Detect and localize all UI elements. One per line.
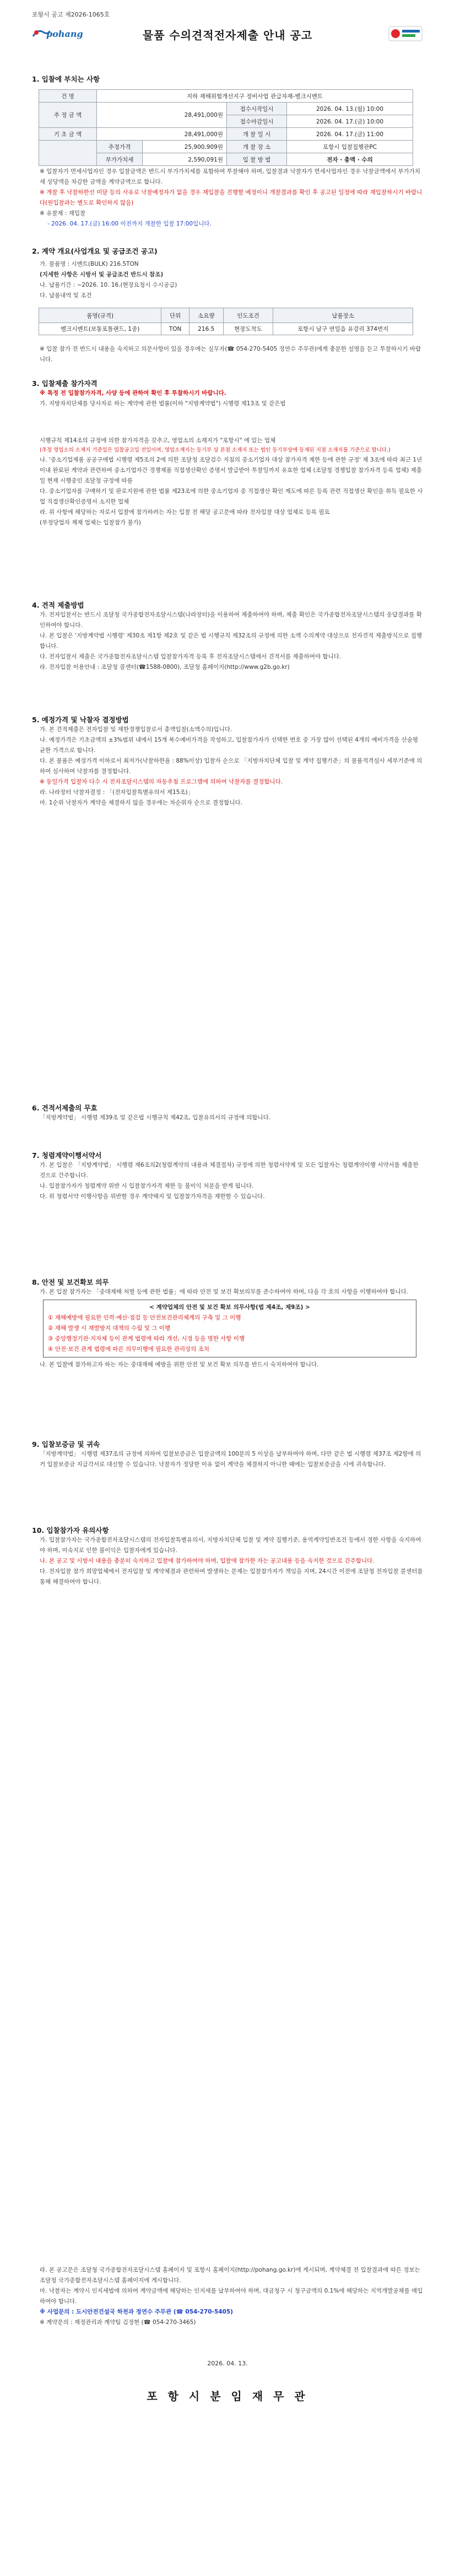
body-text: 나. '중소기업제품 공공구매법 시행령 제5조의 2에 의한 조달청 조달검수 지침의 중소기업자 대상 참가자격 제한 등에 관한 규정' 제 3조에 따라 최근 1년 이내 완료된 계약과 관련하여 중소기업자간 경쟁제품 직접생산확인 증명서 발급받아 투찰일까지 유효한 업체 (조달청 경쟁입찰 참가자격 등록 업체) 제출일 현재 시행중인 조달청 규정에 따름 bbox=[40, 457, 422, 484]
name-label: 건 명 bbox=[39, 90, 97, 103]
safety-duty-box bbox=[43, 1300, 416, 1357]
help-line: 라. 전자입찰 이용안내 : 조달청 콜센터(☎1588-0800), 조달청 홈페이지(http://www.g2b.go.kr) bbox=[40, 664, 290, 670]
section-bid-items bbox=[32, 74, 423, 84]
table-cell: 포항시 남구 연일읍 유강리 374번지 bbox=[273, 323, 413, 335]
note-text: (추정 영업소의 소재지 기준일은 입찰공고일 전일이며, 영업소재지는 등기부 상 본점 소재지 또는 법인 등기부상에 등재된 지점 소재지를 기준으로 합니다.) bbox=[40, 447, 391, 453]
schedule-label: 접수시작일시 bbox=[227, 103, 287, 115]
section-eligibility bbox=[32, 378, 423, 409]
body-text: 가. 지방자치단체를 당사자로 하는 계약에 관한 법률(이하 "지방계약법") 시행령 제13조 및 같은법 bbox=[40, 400, 286, 407]
section-heading: 1. 입찰에 부치는 사항 bbox=[32, 75, 100, 83]
delivery-table bbox=[39, 308, 413, 335]
body-text: (지세한 사항은 시방서 및 공급조건 반드시 참조) bbox=[40, 271, 164, 278]
est-price-label: 추정가격 bbox=[97, 141, 143, 153]
note-text: ※ 입찰 참가 전 반드시 내용을 숙지하고 의문사항이 있을 경우에는 실무자(☎ 054-270-5405 정연수 주무관)에게 충분한 설명을 듣고 투찰하시기 바랍니다. bbox=[40, 346, 421, 363]
body-text: 다. 전자입찰서 제출은 국가종합전자조달시스템 입찰참가자격 등록 후 전자조달시스템에서 견적서를 제출하여야 합니다. bbox=[40, 653, 342, 660]
note-text: ※ 유찰재 : 재입찰 bbox=[40, 210, 86, 217]
section-deposit bbox=[32, 1439, 423, 1470]
page-title: 물품 수의견적전자제출 안내 공고 bbox=[142, 29, 313, 42]
contact-line: ※ 계약문의 : 재정관리과 계약팀 김정현 (☎ 054-270-3465) bbox=[40, 2319, 196, 2326]
note-text: ※ 동일가격 입찰자 다수 시 전자조달시스템의 자동추첨 프로그램에 의하여 낙찰자를 결정합니다. bbox=[40, 779, 283, 785]
section-heading: 4. 견적 제출방법 bbox=[32, 601, 84, 609]
body-text: 나. 본 입찰에 참가하고자 하는 자는 중대재해 예방을 위한 안전 및 보건 확보 의무를 반드시 숙지하여야 합니다. bbox=[40, 1361, 319, 1368]
body-text: 마. 1순위 낙찰자가 계약을 체결하지 않을 경우에는 차순위자 순으로 결정합니다. bbox=[40, 799, 242, 806]
table-cell: 벨크시멘트(보통포틀랜드, 1종) bbox=[39, 323, 161, 335]
body-text: 다. 납품내역 및 조건 bbox=[40, 292, 92, 299]
body-text: 가. 입찰참가자는 국가종합전자조달시스템의 전자입찰특별유의서, 지방자치단체 입찰 및 계약 집행기준, 용역계약일반조건 등에서 정한 사항을 숙지하여야 하며, 미숙지로 인한 불이익은 입찰자에게 있습니다. bbox=[40, 1537, 421, 1554]
vat-label: 부가가치세 bbox=[97, 153, 143, 166]
pohang-logo-text: pohang bbox=[46, 29, 83, 39]
body-text: 라. 본 공고문은 조달청 국가종합전자조달시스템 홈페이지 및 포항시 홈페이지(http://pohang.go.kr)에 게시되며, 계약체결 전 입찰결과에 따른 정보는 조달청 국가종합전자조달시스템 홈페이지에 게시합니다. bbox=[40, 2267, 420, 2284]
body-text: 나. 본 공고 및 시방서 내용을 충분히 숙지하고 입찰에 참가하여야 하며, 입찰에 참가한 자는 공고내용 등을 숙지한 것으로 간주합니다. bbox=[40, 1558, 375, 1564]
bid-summary-table bbox=[39, 89, 413, 166]
schedule-label: 접수마감일시 bbox=[227, 115, 287, 128]
body-text: 나. 예정가격은 기초금액의 ±3%범위 내에서 15개 복수예비가격을 작성하고, 입찰참가자가 선택한 번호 중 가장 많이 선택된 4개의 예비가격을 산술평균한 가격으로 합니다. bbox=[40, 737, 419, 754]
body-text: 가. 전자입찰서는 반드시 조달청 국가종합전자조달시스템(나라장터)을 이용하여 제출하여야 하며, 제출 확인은 국가종합전자조달시스템의 응답결과를 확인하여야 합니다. bbox=[40, 611, 422, 629]
column-header: 품명(규격) bbox=[39, 308, 161, 323]
section-safety bbox=[32, 1277, 423, 1370]
body-text: 다. 전자입찰 참가 희망업체에서 전자입찰 및 계약체결과 관련하여 발생하는 문제는 입찰참가자가 책임을 지며, 24시간 이전에 조달청 전자입찰 콜센터를 통해 해결하여야 합니다. bbox=[40, 1568, 423, 1585]
section-precautions bbox=[32, 1525, 423, 1587]
city-emblem-icon bbox=[388, 24, 423, 43]
schedule-label: 개 찰 장 소 bbox=[227, 141, 287, 153]
body-text: 가. 물품명 : 시멘트(BULK) 216.5TON bbox=[40, 261, 139, 267]
body-text: 나. 납품기간 : ~2026. 10. 16.(현장요청시 수시공급) bbox=[40, 282, 177, 288]
schedule-value: 전자 · 총액 · 수의 bbox=[287, 153, 413, 166]
body-text: 「지방계약법」 시행령 제39조 및 같은법 시행규칙 제42조, 입찰유의서의 규정에 의합니다. bbox=[40, 1114, 271, 1121]
body-text: 시행규칙 제14조의 규정에 의한 참가자격을 갖추고, 영업소의 소재지가 "포항시" 에 있는 업체 bbox=[40, 437, 276, 444]
note-text: - 2026. 04. 17.(금) 16:00 이전까지 개찰한 입찰 17:00입니다. bbox=[47, 221, 212, 227]
note-text: ※ 입찰자가 면세사업자인 경우 입찰금액은 반드시 부가가치세를 포함하여 투찰해야 하며, 입찰결과 낙찰자가 면세사업자인 경우 낙찰금액에서 부가가치세 상당액을 차감한 금액을 계약금액으로 합니다. bbox=[40, 168, 421, 185]
section-submission bbox=[32, 600, 423, 673]
section-integrity bbox=[32, 1150, 423, 1202]
body-text: 라. 나라장터 낙찰자결정 : 「(전자입찰특별유의서 제15조)」 bbox=[40, 789, 194, 796]
vat-value: 2,590,091원 bbox=[143, 153, 227, 166]
section-heading: 5. 예정가격 및 낙찰자 결정방법 bbox=[32, 716, 129, 724]
section-heading: 8. 안전 및 보건확보 의무 bbox=[32, 1278, 109, 1286]
est-price-value: 25,900,909원 bbox=[143, 141, 227, 153]
section-heading: 7. 청렴계약이행서약서 bbox=[32, 1151, 102, 1160]
estimate-amount: 28,491,000원 bbox=[97, 103, 227, 128]
section-invalid bbox=[32, 1103, 423, 1123]
schedule-value: 포항시 입찰집행관PC bbox=[287, 141, 413, 153]
body-text: 다. 본 물품은 예정가격 이하로서 최저가(낙찰하한율 : 88%이상) 입찰자 순으로 「지방자치단체 입찰 및 계약 집행기준」의 물품적격심사 세부기준에 의하여 심사하여 낙찰자를 결정합니다. bbox=[40, 758, 422, 775]
section-heading: 10. 입찰참가자 유의사항 bbox=[32, 1526, 109, 1534]
body-text: 라. 위 사항에 해당하는 자로서 입찰에 참가하려는 자는 입찰 전 해당 공고문에 따라 전자입찰 대상 업체로 등록 필요 bbox=[40, 509, 330, 516]
warning-text: ※ 특정 전 입찰참가자격, 사양 등에 관하여 확인 후 투찰하시기 바랍니다. bbox=[40, 390, 226, 396]
section-heading: 9. 입찰보증금 및 귀속 bbox=[32, 1440, 100, 1448]
schedule-value: 2026. 04. 17.(금) 10:00 bbox=[287, 115, 413, 128]
estimate-label: 추 정 금 액 bbox=[39, 103, 97, 128]
body-text: 다. 위 청렴서약 이행사항을 위반할 경우 계약해지 및 입찰참가자격을 제한할 수 있습니다. bbox=[40, 1193, 265, 1200]
section-bid-notes bbox=[32, 167, 423, 229]
city-emblem bbox=[388, 24, 423, 43]
column-header: 납품장소 bbox=[273, 308, 413, 323]
body-text: 나. 본 입찰은 '지방계약법 시행령' 제30조 제1항 제2호 및 같은 법 시행규칙 제32조의 규정에 의한 소액 수의계약 대상으로 전자견적 제출방식으로 집행합니다. bbox=[40, 632, 422, 650]
body-text: 가. 본 입찰 참가자는 「중대재해 처벌 등에 관한 법률」에 따라 안전 및 보건 확보의무를 준수하여야 하며, 다음 각 호의 사항을 이행하여야 합니다. bbox=[40, 1289, 409, 1295]
item-name: 지하 재해위험개선지구 정비사업 관급자재-벨크시멘트 bbox=[97, 90, 413, 103]
schedule-label: 개 찰 일 시 bbox=[227, 128, 287, 141]
table-cell: TON bbox=[161, 323, 189, 335]
table-cell: 216.5 bbox=[189, 323, 223, 335]
section-heading: 6. 견적서제출의 무효 bbox=[32, 1104, 98, 1112]
schedule-value: 2026. 04. 17.(금) 11:00 bbox=[287, 128, 413, 141]
contact-line: ※ 사업문의 : 도시안전건설국 하천과 정연수 주무관 (☎ 054-270-5405) bbox=[40, 2309, 233, 2315]
duty-item: ① 재해예방에 필요한 인력·예산·점검 등 안전보건관리체계의 구축 및 그 이행 bbox=[48, 1314, 241, 1321]
base-amount: 28,491,000원 bbox=[97, 128, 227, 141]
duty-item: ④ 안전·보건 관계 법령에 따른 의무이행에 필요한 관리상의 조치 bbox=[48, 1346, 210, 1353]
section-heading: 3. 입찰제출 참가자격 bbox=[32, 379, 98, 388]
box-title: < 계약업체의 안전 및 보건 확보 의무사항(법 제4조, 제9조) > bbox=[149, 1304, 310, 1311]
base-label: 기 초 금 액 bbox=[39, 128, 97, 141]
issuing-office: 포 항 시 분 임 재 무 관 bbox=[147, 2390, 308, 2403]
column-header: 소요량 bbox=[189, 308, 223, 323]
section-additional bbox=[32, 2265, 423, 2328]
body-text: 마. 낙찰자는 계약시 인지세법에 의하여 계약금액에 해당하는 인지세를 납부하여야 하며, 대금청구 시 청구금액의 0.1%에 해당하는 지역개발공채를 매입하여야 합니다. bbox=[40, 2288, 423, 2305]
section-price-award bbox=[32, 715, 423, 808]
column-header: 단위 bbox=[161, 308, 189, 323]
body-text: 가. 본 입찰은 「지방계약법」 시행령 제6조의2(청렴계약의 내용과 체결절차) 규정에 의한 청렴서약제 및 모든 입찰자는 청렴계약이행 서약서를 제출한 것으로 간주합니다. bbox=[40, 1162, 419, 1179]
duty-item: ③ 중앙행정기관·지자체 등이 관계 법령에 따라 개선, 시정 등을 명한 사항 이행 bbox=[48, 1335, 245, 1342]
duty-item: ② 재해 발생 시 재발방지 대책의 수립 및 그 이행 bbox=[48, 1325, 171, 1332]
schedule-value: 2026. 04. 13.(월) 10:00 bbox=[287, 103, 413, 115]
body-text: 가. 본 견적제출은 전자입찰 및 제한경쟁입찰로서 총액입찰(소액수의)입니다. bbox=[40, 726, 232, 733]
notice-date: 2026. 04. 13. bbox=[207, 2360, 248, 2367]
body-text: 다. 중소기업자를 구매하기 및 판로지원에 관한 법률 제23조에 의한 중소기업자 중 직접생산 확인 제도에 따른 등록 관련 직접생산 확인을 취득 필요한 사업 직접생산확인증명서 소지한 업체 bbox=[40, 488, 423, 505]
table-cell: 현장도착도 bbox=[223, 323, 273, 335]
column-header: 인도조건 bbox=[223, 308, 273, 323]
body-text: 「지방계약법」 시행령 제37조의 규정에 의하여 입찰보증금은 입찰금액의 100분의 5 이상을 납부하여야 하며, 다만 같은 법 시행령 제37조 제2항에 의거 입찰보증금 지급각서로 대신할 수 있습니다. 낙찰자가 정당한 이유 없이 계약을 체결하지 아니한 때에는 입찰보증금을 시에 귀속합니다. bbox=[40, 1451, 421, 1468]
section-contract-overview bbox=[32, 246, 423, 301]
body-text: 나. 입찰참가자가 청렴계약 위반 시 입찰참가자격 제한 등 불이익 처분을 받게 됩니다. bbox=[40, 1183, 254, 1189]
note-text: ※ 개찰 후 낙찰하한선 미달 등의 사유로 낙찰예정자가 없을 경우 재입찰을 진행할 예정이니 개찰결과를 확인 후 공고된 일정에 따라 재입찰하시기 바랍니다(원입찰과는 별도로 확인하지 않음) bbox=[40, 189, 422, 206]
body-text: (부정당업자 제재 업체는 입찰참가 불가) bbox=[40, 519, 141, 526]
section-heading: 2. 계약 개요(사업개요 및 공급조건 공고) bbox=[32, 247, 158, 255]
notice-header bbox=[32, 24, 423, 46]
schedule-label: 입 찰 방 법 bbox=[227, 153, 287, 166]
document-number: 포항시 공고 제2026-1065호 bbox=[32, 11, 110, 18]
